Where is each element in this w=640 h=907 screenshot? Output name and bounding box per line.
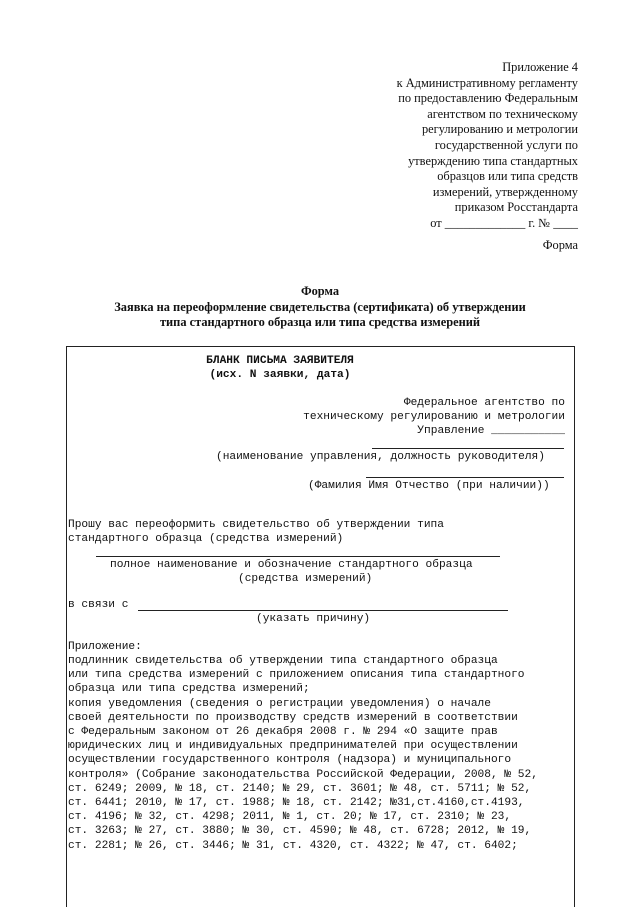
- title-line: типа стандартного образца или типа средства измерений: [159, 315, 481, 330]
- appendix-line: от _____________ г. № ____: [430, 215, 578, 230]
- appendix-line: агентством по техническому: [427, 106, 578, 121]
- reason-label: в связи с: [68, 599, 129, 611]
- attachment-line: ст. 6441; 2010, № 17, ст. 1988; № 18, ст. 2142; №31,ст.4160,ст.4193,: [68, 797, 525, 809]
- fill-line: [372, 448, 564, 449]
- attachment-line: или типа средства измерений с приложением описания типа стандартного: [68, 669, 525, 681]
- attachment-line: ст. 4196; № 32, ст. 4298; 2011, № 1, ст. 20; № 17, ст. 2310; № 23,: [68, 811, 512, 823]
- fill-line: [96, 556, 500, 557]
- title-line: Заявка на переоформление свидетельства (сертификата) об утверждении: [114, 299, 526, 314]
- attachment-line: с Федеральным законом от 26 декабря 2008 г. № 294 «О защите прав: [68, 726, 498, 738]
- attachment-line: ст. 6249; 2009, № 18, ст. 2140; № 29, ст. 3601; № 48, ст. 5711; № 52,: [68, 783, 532, 795]
- letterhead-title: БЛАНК ПИСЬМА ЗАЯВИТЕЛЯ: [206, 355, 354, 367]
- appendix-line: образцов или типа средств: [437, 169, 578, 184]
- appendix-line: регулированию и метрологии: [421, 122, 578, 137]
- attachment-line: образца или типа средства измерений;: [68, 683, 310, 695]
- form-label: Форма: [542, 238, 578, 252]
- document-title: [60, 284, 580, 331]
- attachment-line: копия уведомления (сведения о регистрации уведомления) о начале: [68, 698, 491, 710]
- appendix-line: измерений, утвержденному: [432, 184, 578, 199]
- fill-line: [366, 477, 564, 478]
- item-name-hint: (средства измерений): [238, 573, 373, 585]
- attachment-line: подлинник свидетельства об утверждении типа стандартного образца: [68, 655, 498, 667]
- attachment-line: ст. 3263; № 27, ст. 3880; № 30, ст. 4590; № 48, ст. 6728; 2012, № 19,: [68, 825, 532, 837]
- name-hint: (Фамилия Имя Отчество (при наличии)): [308, 480, 550, 492]
- fill-line: [138, 610, 508, 611]
- addressee-line: Федеральное агентство по: [403, 397, 565, 409]
- appendix-line: Приложение 4: [502, 60, 578, 74]
- attachment-line: контроля» (Собрание законодательства Российской Федерации, 2008, № 52,: [68, 769, 538, 781]
- appendix-line: приказом Росстандарта: [454, 200, 578, 215]
- letterhead-heading: [150, 354, 410, 382]
- appendix-line: по предоставлению Федеральным: [398, 91, 578, 106]
- request-line: Прошу вас переоформить свидетельство об утверждении типа: [68, 519, 444, 531]
- reason-hint: (указать причину): [256, 613, 371, 625]
- appendix-line: государственной услуги по: [434, 137, 578, 152]
- addressee-line: Управление ___________: [417, 425, 565, 438]
- attachment-line: ст. 2281; № 26, ст. 3446; № 31, ст. 4320, ст. 4322; № 47, ст. 6402;: [68, 840, 518, 852]
- attachment-line: своей деятельности по производству средств измерений в соответствии: [68, 712, 518, 724]
- letterhead-subtitle: (исх. N заявки, дата): [209, 369, 351, 382]
- appendix-header: [360, 60, 578, 232]
- appendix-line: к Административному регламенту: [396, 75, 578, 90]
- addressee-line: техническому регулированию и метрологии: [303, 411, 565, 424]
- attachment-line: юридических лиц и индивидуальных предпринимателей при осуществлении: [68, 740, 518, 752]
- title-line: Форма: [300, 284, 340, 298]
- attachment-line: осуществлении государственного контроля (надзора) и муниципального: [68, 754, 512, 766]
- addressee-block: [250, 396, 565, 439]
- item-name-hint: полное наименование и обозначение стандартного образца: [110, 559, 473, 571]
- request-line: стандартного образца (средства измерений): [68, 533, 344, 545]
- appendix-line: утверждению типа стандартных: [408, 153, 578, 168]
- position-hint: (наименование управления, должность руководителя): [216, 451, 545, 463]
- attachment-line: Приложение:: [68, 641, 142, 653]
